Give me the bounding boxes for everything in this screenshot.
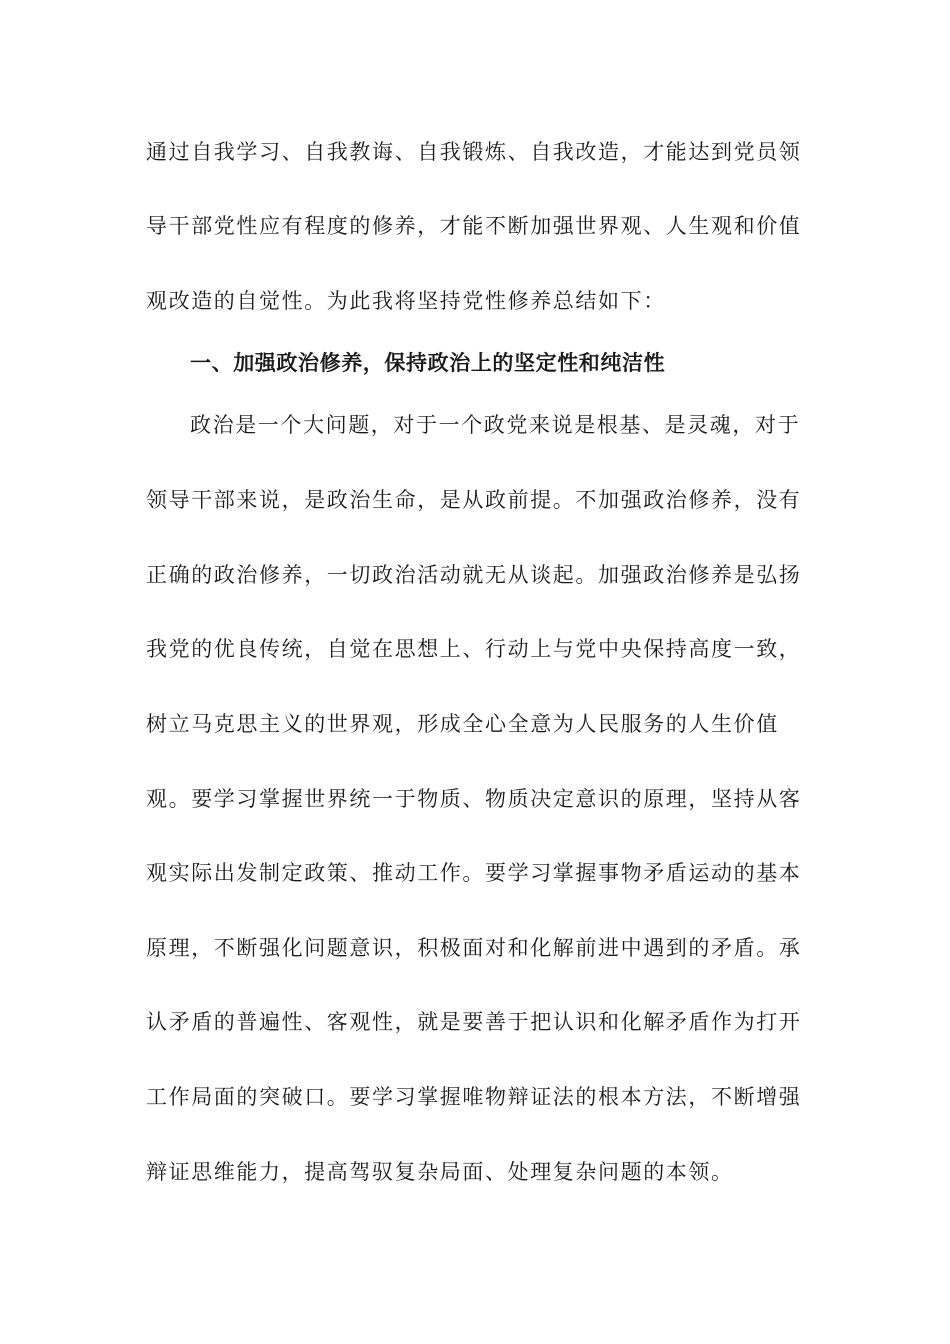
- paragraph-line: 通过自我学习、自我教诲、自我锻炼、自我改造，才能达到党员领: [146, 140, 802, 164]
- paragraph-line: 导干部党性应有程度的修养，才能不断加强世界观、人生观和价值: [146, 214, 802, 238]
- paragraph-line: 正确的政治修养，一切政治活动就无从谈起。加强政治修养是弘扬: [146, 563, 802, 587]
- paragraph-line: 辩证思维能力，提高驾驭复杂局面、处理复杂问题的本领。: [146, 1160, 734, 1184]
- paragraph-line: 政治是一个大问题，对于一个政党来说是根基、是灵魂，对于: [190, 413, 801, 437]
- paragraph-line: 观实际出发制定政策、推动工作。要学习掌握事物矛盾运动的基本: [146, 861, 802, 885]
- paragraph-line: 树立马克思主义的世界观，形成全心全意为人民服务的人生价值: [146, 712, 779, 736]
- paragraph-line: 认矛盾的普遍性、客观性，就是要善于把认识和化解矛盾作为打开: [146, 1010, 802, 1034]
- paragraph-line: 观。要学习掌握世界统一于物质、物质决定意识的原理，坚持从客: [146, 787, 802, 811]
- paragraph-line: 原理，不断强化问题意识，积极面对和化解前进中遇到的矛盾。承: [146, 936, 802, 960]
- paragraph-line: 工作局面的突破口。要学习掌握唯物辩证法的根本方法，不断增强: [146, 1085, 802, 1109]
- paragraph-line: 领导干部来说，是政治生命，是从政前提。不加强政治修养，没有: [146, 488, 802, 512]
- paragraph-line: 观改造的自觉性。为此我将坚持党性修养总结如下：: [146, 289, 666, 313]
- paragraph-line: 我党的优良传统，自觉在思想上、行动上与党中央保持高度一致，: [146, 637, 802, 661]
- section-heading: 一、加强政治修养，保持政治上的坚定性和纯洁性: [190, 351, 666, 375]
